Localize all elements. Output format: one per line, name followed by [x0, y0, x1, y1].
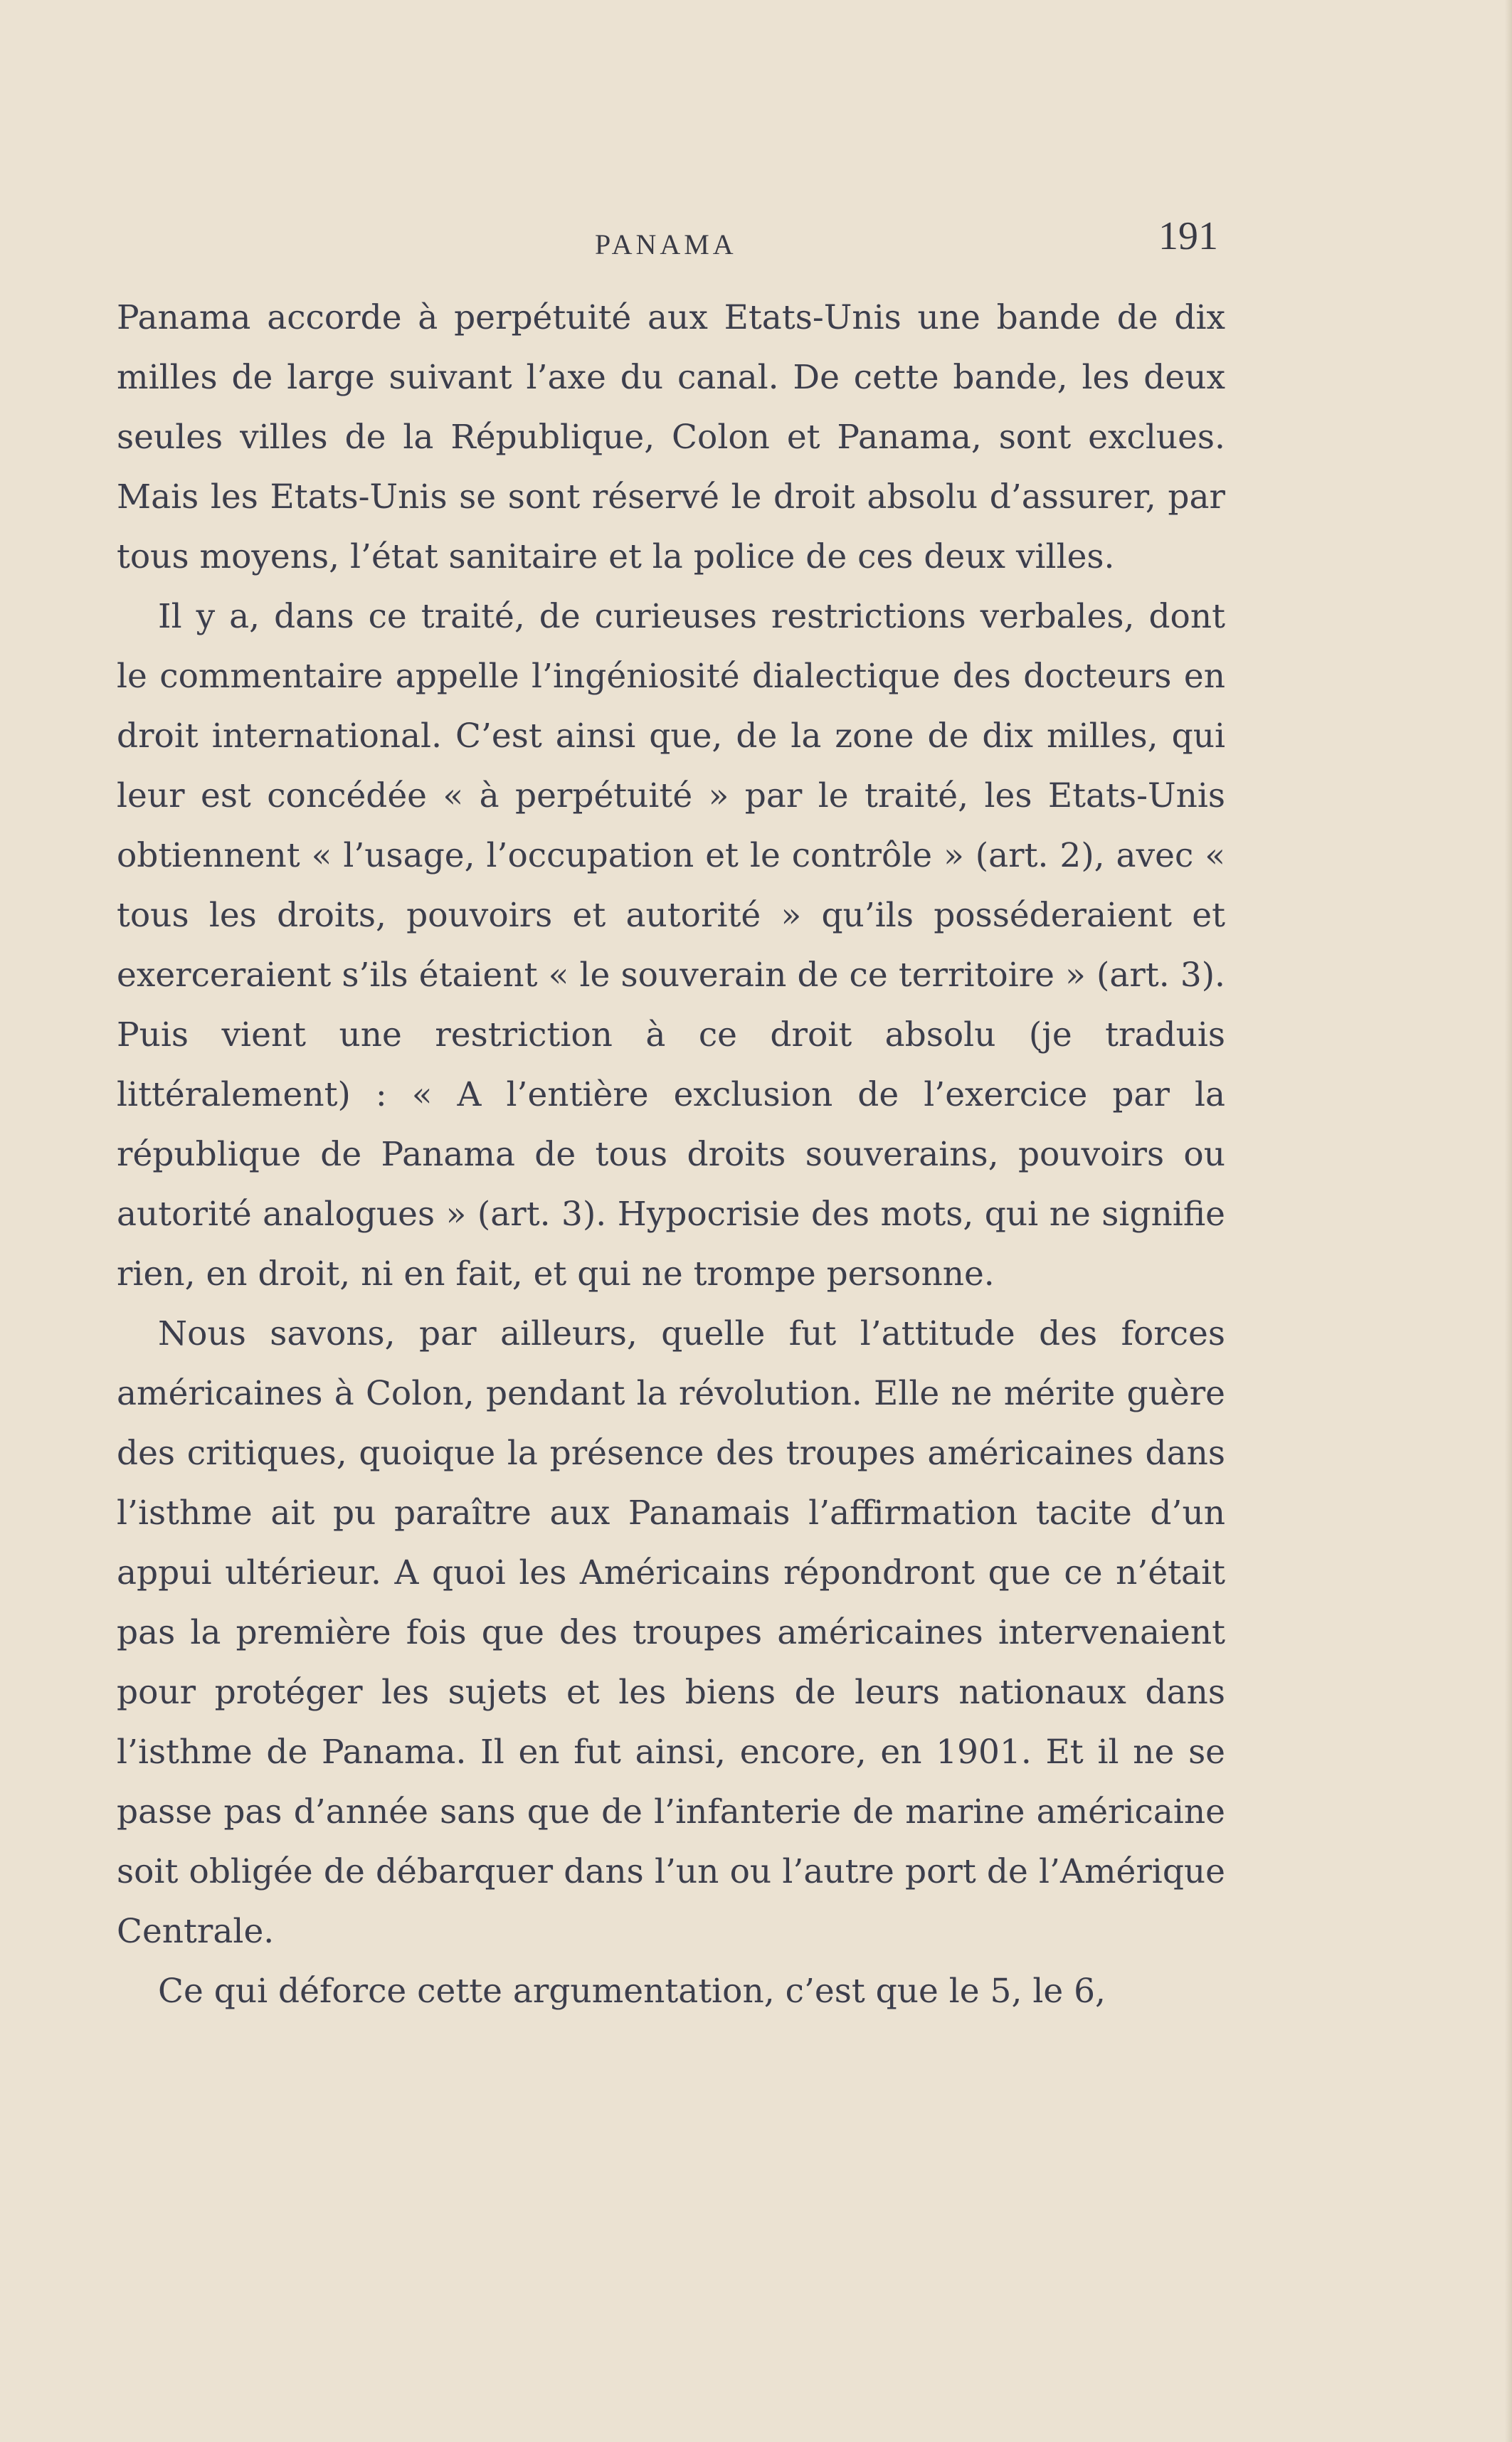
- page-number: 191: [1158, 214, 1218, 258]
- body-text: [117, 288, 1225, 2021]
- paragraph-1: Panama accorde à perpétuité aux Etats-Unis une bande de dix milles de large suivant l’axe du canal. De cette bande, les deux seules villes de la République, Colon et Panama, sont exclues. Mais les Etats-Unis se sont réservé le droit absolu d’assurer, par tous moyens, l’état sanitaire et la police de ces deux villes.: [117, 298, 1225, 576]
- page-edge: [1505, 0, 1512, 2442]
- running-head: PANAMA: [595, 228, 737, 260]
- paragraph-4: Ce qui déforce cette argumentation, c’est que le 5, le 6,: [158, 1972, 1106, 2011]
- paragraph-3: Nous savons, par ailleurs, quelle fut l’attitude des forces américaines à Colon, pendant la révolution. Elle ne mérite guère des critiques, quoique la présence des troupes américaines dans l’isthme ait pu paraître aux Panamais l’affirmation tacite d’un appui ultérieur. A quoi les Américains répondront que ce n’était pas la première fois que des troupes américaines intervenaient pour protéger les sujets et les biens de leurs nationaux dans l’isthme de Panama. Il en fut ainsi, encore, en 1901. Et il ne se passe pas d’année sans que de l’infanterie de marine américaine soit obligée de débarquer dans l’un ou l’autre port de l’Amérique Centrale.: [117, 1314, 1225, 1951]
- page-header: [0, 213, 1512, 270]
- paragraph-2: Il y a, dans ce traité, de curieuses restrictions verbales, dont le commentaire appelle l’ingéniosité dialectique des docteurs en droit international. C’est ainsi que, de la zone de dix milles, qui leur est concédée « à perpétuité » par le traité, les Etats-Unis obtiennent « l’usage, l’occupation et le contrôle » (art. 2), avec « tous les droits, pouvoirs et autorité » qu’ils posséderaient et exerceraient s’ils étaient « le souverain de ce territoire » (art. 3). Puis vient une restriction à ce droit absolu (je traduis littéralement) : « A l’entière exclusion de l’exercice par la république de Panama de tous droits souverains, pouvoirs ou autorité analogues » (art. 3). Hypocrisie des mots, qui ne signifie rien, en droit, ni en fait, et qui ne trompe personne.: [117, 597, 1225, 1294]
